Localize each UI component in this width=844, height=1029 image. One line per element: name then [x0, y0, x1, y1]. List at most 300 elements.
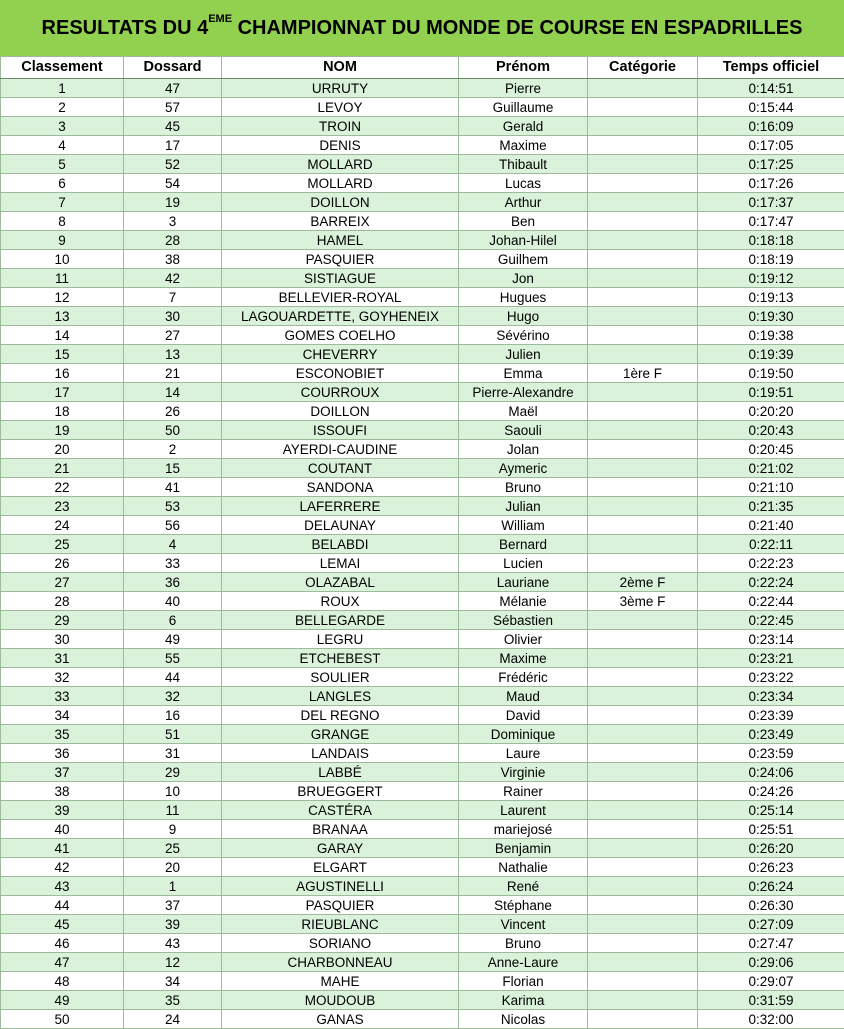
- cell-categorie: [588, 915, 698, 934]
- cell-dossard: 32: [124, 687, 222, 706]
- cell-temps: 0:16:09: [698, 117, 844, 136]
- table-row: [1, 440, 844, 459]
- cell-classement: 19: [1, 421, 124, 440]
- cell-prenom: Laurent: [459, 801, 588, 820]
- cell-dossard: 37: [124, 896, 222, 915]
- cell-categorie: [588, 687, 698, 706]
- cell-classement: 20: [1, 440, 124, 459]
- cell-prenom: Bruno: [459, 478, 588, 497]
- cell-temps: 0:23:39: [698, 706, 844, 725]
- cell-dossard: 41: [124, 478, 222, 497]
- cell-prenom: mariejosé: [459, 820, 588, 839]
- cell-dossard: 10: [124, 782, 222, 801]
- cell-temps: 0:17:26: [698, 174, 844, 193]
- cell-temps: 0:26:30: [698, 896, 844, 915]
- cell-prenom: Benjamin: [459, 839, 588, 858]
- cell-classement: 16: [1, 364, 124, 383]
- cell-temps: 0:19:50: [698, 364, 844, 383]
- cell-dossard: 16: [124, 706, 222, 725]
- cell-categorie: [588, 117, 698, 136]
- table-row: [1, 554, 844, 573]
- cell-classement: 36: [1, 744, 124, 763]
- cell-prenom: Nathalie: [459, 858, 588, 877]
- cell-prenom: Arthur: [459, 193, 588, 212]
- column-header-nom: NOM: [222, 57, 459, 79]
- cell-classement: 21: [1, 459, 124, 478]
- title-suffix: CHAMPIONNAT DU MONDE DE COURSE EN ESPADRILLES: [232, 17, 802, 39]
- table-row: [1, 193, 844, 212]
- cell-prenom: David: [459, 706, 588, 725]
- cell-categorie: [588, 630, 698, 649]
- cell-categorie: [588, 706, 698, 725]
- cell-nom: AYERDI-CAUDINE: [222, 440, 459, 459]
- cell-classement: 35: [1, 725, 124, 744]
- cell-prenom: Aymeric: [459, 459, 588, 478]
- cell-temps: 0:22:24: [698, 573, 844, 592]
- table-row: [1, 497, 844, 516]
- cell-classement: 6: [1, 174, 124, 193]
- cell-classement: 49: [1, 991, 124, 1010]
- cell-dossard: 24: [124, 1010, 222, 1029]
- cell-prenom: Thibault: [459, 155, 588, 174]
- cell-dossard: 20: [124, 858, 222, 877]
- cell-prenom: Nicolas: [459, 1010, 588, 1029]
- cell-nom: LAGOUARDETTE, GOYHENEIX: [222, 307, 459, 326]
- table-row: [1, 858, 844, 877]
- cell-classement: 9: [1, 231, 124, 250]
- cell-classement: 41: [1, 839, 124, 858]
- cell-categorie: [588, 611, 698, 630]
- cell-categorie: [588, 383, 698, 402]
- cell-classement: 2: [1, 98, 124, 117]
- results-table: [0, 56, 844, 1029]
- table-row: [1, 136, 844, 155]
- cell-categorie: [588, 402, 698, 421]
- cell-nom: GRANGE: [222, 725, 459, 744]
- table-row: [1, 725, 844, 744]
- cell-nom: COUTANT: [222, 459, 459, 478]
- table-row: [1, 516, 844, 535]
- cell-classement: 28: [1, 592, 124, 611]
- cell-temps: 0:20:20: [698, 402, 844, 421]
- cell-dossard: 51: [124, 725, 222, 744]
- cell-temps: 0:26:24: [698, 877, 844, 896]
- cell-categorie: [588, 288, 698, 307]
- cell-classement: 4: [1, 136, 124, 155]
- cell-prenom: Vincent: [459, 915, 588, 934]
- table-row: [1, 288, 844, 307]
- cell-dossard: 35: [124, 991, 222, 1010]
- table-row: [1, 934, 844, 953]
- table-row: [1, 117, 844, 136]
- cell-nom: MOUDOUB: [222, 991, 459, 1010]
- cell-temps: 0:19:38: [698, 326, 844, 345]
- cell-prenom: Lucas: [459, 174, 588, 193]
- cell-classement: 25: [1, 535, 124, 554]
- cell-classement: 42: [1, 858, 124, 877]
- cell-categorie: 2ème F: [588, 573, 698, 592]
- cell-prenom: Mélanie: [459, 592, 588, 611]
- table-row: [1, 896, 844, 915]
- table-row: [1, 611, 844, 630]
- cell-categorie: [588, 516, 698, 535]
- cell-temps: 0:27:09: [698, 915, 844, 934]
- table-row: [1, 535, 844, 554]
- table-row: [1, 345, 844, 364]
- cell-dossard: 14: [124, 383, 222, 402]
- cell-classement: 12: [1, 288, 124, 307]
- page-title: [42, 17, 803, 40]
- cell-nom: SOULIER: [222, 668, 459, 687]
- cell-dossard: 17: [124, 136, 222, 155]
- table-row: [1, 402, 844, 421]
- column-header-classement: Classement: [1, 57, 124, 79]
- cell-categorie: [588, 839, 698, 858]
- cell-classement: 46: [1, 934, 124, 953]
- cell-dossard: 49: [124, 630, 222, 649]
- cell-classement: 39: [1, 801, 124, 820]
- cell-categorie: [588, 155, 698, 174]
- cell-classement: 27: [1, 573, 124, 592]
- cell-temps: 0:21:40: [698, 516, 844, 535]
- cell-dossard: 38: [124, 250, 222, 269]
- cell-nom: ISSOUFI: [222, 421, 459, 440]
- cell-classement: 32: [1, 668, 124, 687]
- cell-temps: 0:22:45: [698, 611, 844, 630]
- column-header-prenom: Prénom: [459, 57, 588, 79]
- cell-dossard: 13: [124, 345, 222, 364]
- cell-temps: 0:20:43: [698, 421, 844, 440]
- cell-prenom: Karima: [459, 991, 588, 1010]
- cell-classement: 1: [1, 79, 124, 98]
- table-row: [1, 744, 844, 763]
- cell-dossard: 34: [124, 972, 222, 991]
- header-row: [1, 57, 844, 79]
- cell-nom: GANAS: [222, 1010, 459, 1029]
- cell-categorie: [588, 269, 698, 288]
- cell-dossard: 57: [124, 98, 222, 117]
- cell-temps: 0:21:02: [698, 459, 844, 478]
- cell-prenom: Saouli: [459, 421, 588, 440]
- cell-categorie: [588, 478, 698, 497]
- cell-classement: 45: [1, 915, 124, 934]
- cell-nom: BELLEGARDE: [222, 611, 459, 630]
- cell-nom: BRUEGGERT: [222, 782, 459, 801]
- table-row: [1, 174, 844, 193]
- cell-dossard: 45: [124, 117, 222, 136]
- cell-temps: 0:18:18: [698, 231, 844, 250]
- cell-temps: 0:19:12: [698, 269, 844, 288]
- cell-nom: GOMES COELHO: [222, 326, 459, 345]
- cell-temps: 0:19:51: [698, 383, 844, 402]
- cell-dossard: 56: [124, 516, 222, 535]
- cell-categorie: [588, 250, 698, 269]
- cell-nom: LEGRU: [222, 630, 459, 649]
- cell-classement: 18: [1, 402, 124, 421]
- cell-prenom: Pierre-Alexandre: [459, 383, 588, 402]
- table-row: [1, 478, 844, 497]
- cell-nom: SORIANO: [222, 934, 459, 953]
- cell-prenom: Lauriane: [459, 573, 588, 592]
- cell-classement: 30: [1, 630, 124, 649]
- cell-prenom: Jolan: [459, 440, 588, 459]
- cell-nom: HAMEL: [222, 231, 459, 250]
- cell-prenom: William: [459, 516, 588, 535]
- cell-categorie: [588, 79, 698, 98]
- table-row: [1, 668, 844, 687]
- cell-temps: 0:18:19: [698, 250, 844, 269]
- table-row: [1, 839, 844, 858]
- cell-nom: ELGART: [222, 858, 459, 877]
- cell-prenom: Emma: [459, 364, 588, 383]
- column-header-categorie: Catégorie: [588, 57, 698, 79]
- cell-categorie: [588, 991, 698, 1010]
- cell-dossard: 28: [124, 231, 222, 250]
- cell-nom: LAFERRERE: [222, 497, 459, 516]
- cell-temps: 0:15:44: [698, 98, 844, 117]
- cell-categorie: [588, 440, 698, 459]
- table-row: [1, 155, 844, 174]
- cell-temps: 0:20:45: [698, 440, 844, 459]
- cell-temps: 0:22:11: [698, 535, 844, 554]
- cell-nom: DOILLON: [222, 193, 459, 212]
- table-row: [1, 79, 844, 98]
- cell-temps: 0:24:06: [698, 763, 844, 782]
- cell-nom: BELABDI: [222, 535, 459, 554]
- cell-dossard: 7: [124, 288, 222, 307]
- cell-categorie: [588, 459, 698, 478]
- cell-nom: GARAY: [222, 839, 459, 858]
- cell-nom: LABBÉ: [222, 763, 459, 782]
- cell-categorie: [588, 744, 698, 763]
- cell-categorie: [588, 668, 698, 687]
- cell-categorie: [588, 421, 698, 440]
- cell-nom: ETCHEBEST: [222, 649, 459, 668]
- cell-prenom: Bruno: [459, 934, 588, 953]
- cell-categorie: [588, 193, 698, 212]
- cell-temps: 0:21:10: [698, 478, 844, 497]
- table-row: [1, 953, 844, 972]
- cell-dossard: 47: [124, 79, 222, 98]
- cell-prenom: Pierre: [459, 79, 588, 98]
- cell-temps: 0:23:49: [698, 725, 844, 744]
- cell-nom: BRANAA: [222, 820, 459, 839]
- cell-classement: 8: [1, 212, 124, 231]
- cell-classement: 33: [1, 687, 124, 706]
- cell-prenom: Sévérino: [459, 326, 588, 345]
- cell-dossard: 12: [124, 953, 222, 972]
- table-row: [1, 250, 844, 269]
- cell-classement: 13: [1, 307, 124, 326]
- cell-nom: TROIN: [222, 117, 459, 136]
- cell-dossard: 52: [124, 155, 222, 174]
- cell-categorie: [588, 231, 698, 250]
- table-row: [1, 991, 844, 1010]
- cell-dossard: 36: [124, 573, 222, 592]
- cell-nom: ESCONOBIET: [222, 364, 459, 383]
- cell-temps: 0:29:07: [698, 972, 844, 991]
- cell-prenom: Guilhem: [459, 250, 588, 269]
- cell-temps: 0:22:23: [698, 554, 844, 573]
- cell-temps: 0:21:35: [698, 497, 844, 516]
- cell-nom: ROUX: [222, 592, 459, 611]
- cell-nom: CASTÉRA: [222, 801, 459, 820]
- cell-prenom: Hugues: [459, 288, 588, 307]
- cell-categorie: [588, 649, 698, 668]
- cell-prenom: Hugo: [459, 307, 588, 326]
- cell-categorie: [588, 174, 698, 193]
- table-row: [1, 630, 844, 649]
- cell-classement: 14: [1, 326, 124, 345]
- table-row: [1, 972, 844, 991]
- cell-prenom: Maxime: [459, 649, 588, 668]
- cell-prenom: Guillaume: [459, 98, 588, 117]
- cell-prenom: Sébastien: [459, 611, 588, 630]
- cell-classement: 47: [1, 953, 124, 972]
- cell-dossard: 31: [124, 744, 222, 763]
- table-row: [1, 269, 844, 288]
- cell-temps: 0:26:23: [698, 858, 844, 877]
- cell-temps: 0:29:06: [698, 953, 844, 972]
- cell-categorie: [588, 972, 698, 991]
- title-superscript: EME: [208, 13, 232, 25]
- cell-nom: PASQUIER: [222, 896, 459, 915]
- cell-categorie: [588, 877, 698, 896]
- table-row: [1, 782, 844, 801]
- cell-nom: DELAUNAY: [222, 516, 459, 535]
- cell-nom: MOLLARD: [222, 174, 459, 193]
- cell-categorie: [588, 953, 698, 972]
- table-row: [1, 326, 844, 345]
- table-row: [1, 649, 844, 668]
- cell-prenom: Lucien: [459, 554, 588, 573]
- cell-classement: 31: [1, 649, 124, 668]
- cell-categorie: [588, 782, 698, 801]
- cell-nom: CHARBONNEAU: [222, 953, 459, 972]
- cell-dossard: 40: [124, 592, 222, 611]
- cell-dossard: 27: [124, 326, 222, 345]
- cell-temps: 0:25:14: [698, 801, 844, 820]
- cell-dossard: 1: [124, 877, 222, 896]
- cell-dossard: 43: [124, 934, 222, 953]
- table-row: [1, 763, 844, 782]
- cell-temps: 0:23:21: [698, 649, 844, 668]
- cell-categorie: [588, 763, 698, 782]
- cell-categorie: [588, 497, 698, 516]
- cell-temps: 0:17:05: [698, 136, 844, 155]
- cell-categorie: [588, 345, 698, 364]
- cell-prenom: Florian: [459, 972, 588, 991]
- cell-classement: 29: [1, 611, 124, 630]
- table-row: [1, 307, 844, 326]
- cell-nom: DENIS: [222, 136, 459, 155]
- table-row: [1, 820, 844, 839]
- cell-temps: 0:26:20: [698, 839, 844, 858]
- cell-nom: LANGLES: [222, 687, 459, 706]
- cell-categorie: 3ème F: [588, 592, 698, 611]
- cell-categorie: [588, 212, 698, 231]
- cell-prenom: Johan-Hilel: [459, 231, 588, 250]
- cell-nom: RIEUBLANC: [222, 915, 459, 934]
- cell-prenom: René: [459, 877, 588, 896]
- cell-classement: 37: [1, 763, 124, 782]
- cell-dossard: 6: [124, 611, 222, 630]
- cell-dossard: 39: [124, 915, 222, 934]
- cell-prenom: Olivier: [459, 630, 588, 649]
- title-prefix: RESULTATS DU 4: [42, 17, 209, 39]
- cell-dossard: 29: [124, 763, 222, 782]
- table-row: [1, 706, 844, 725]
- cell-dossard: 26: [124, 402, 222, 421]
- cell-temps: 0:19:39: [698, 345, 844, 364]
- cell-nom: URRUTY: [222, 79, 459, 98]
- cell-temps: 0:23:14: [698, 630, 844, 649]
- cell-temps: 0:14:51: [698, 79, 844, 98]
- table-row: [1, 687, 844, 706]
- cell-dossard: 54: [124, 174, 222, 193]
- cell-nom: COURROUX: [222, 383, 459, 402]
- cell-dossard: 21: [124, 364, 222, 383]
- cell-dossard: 33: [124, 554, 222, 573]
- cell-dossard: 44: [124, 668, 222, 687]
- cell-prenom: Maël: [459, 402, 588, 421]
- cell-classement: 34: [1, 706, 124, 725]
- cell-temps: 0:32:00: [698, 1010, 844, 1029]
- cell-prenom: Stéphane: [459, 896, 588, 915]
- cell-dossard: 50: [124, 421, 222, 440]
- table-row: [1, 421, 844, 440]
- cell-temps: 0:23:34: [698, 687, 844, 706]
- cell-temps: 0:24:26: [698, 782, 844, 801]
- cell-categorie: [588, 326, 698, 345]
- cell-nom: BELLEVIER-ROYAL: [222, 288, 459, 307]
- cell-prenom: Julian: [459, 497, 588, 516]
- cell-prenom: Laure: [459, 744, 588, 763]
- cell-categorie: [588, 535, 698, 554]
- cell-temps: 0:22:44: [698, 592, 844, 611]
- cell-prenom: Bernard: [459, 535, 588, 554]
- cell-temps: 0:17:37: [698, 193, 844, 212]
- cell-temps: 0:19:13: [698, 288, 844, 307]
- title-banner: [0, 0, 844, 56]
- cell-classement: 11: [1, 269, 124, 288]
- cell-prenom: Jon: [459, 269, 588, 288]
- cell-dossard: 25: [124, 839, 222, 858]
- cell-temps: 0:17:25: [698, 155, 844, 174]
- cell-categorie: [588, 858, 698, 877]
- cell-categorie: 1ère F: [588, 364, 698, 383]
- cell-dossard: 4: [124, 535, 222, 554]
- cell-prenom: Maud: [459, 687, 588, 706]
- cell-nom: LEMAI: [222, 554, 459, 573]
- table-row: [1, 383, 844, 402]
- cell-temps: 0:23:22: [698, 668, 844, 687]
- cell-prenom: Gerald: [459, 117, 588, 136]
- cell-nom: DEL REGNO: [222, 706, 459, 725]
- cell-dossard: 53: [124, 497, 222, 516]
- cell-nom: OLAZABAL: [222, 573, 459, 592]
- cell-temps: 0:27:47: [698, 934, 844, 953]
- cell-categorie: [588, 934, 698, 953]
- table-row: [1, 212, 844, 231]
- cell-nom: AGUSTINELLI: [222, 877, 459, 896]
- table-row: [1, 1010, 844, 1029]
- cell-dossard: 30: [124, 307, 222, 326]
- cell-classement: 43: [1, 877, 124, 896]
- cell-classement: 26: [1, 554, 124, 573]
- column-header-dossard: Dossard: [124, 57, 222, 79]
- cell-nom: MAHE: [222, 972, 459, 991]
